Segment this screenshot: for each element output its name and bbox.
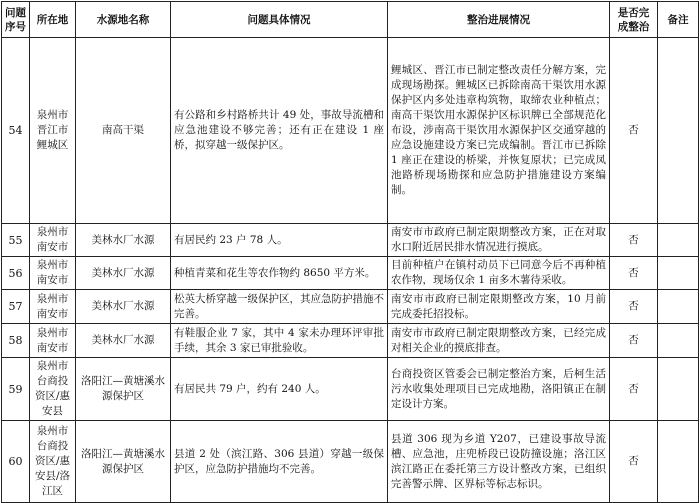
cell-seq: 57 bbox=[2, 290, 30, 324]
cell-seq: 58 bbox=[2, 324, 30, 358]
cell-remark bbox=[658, 324, 699, 358]
cell-completed: 否 bbox=[610, 421, 658, 503]
cell-source: 洛阳江—黄塘溪水源保护区 bbox=[76, 421, 171, 503]
cell-progress: 南安市市政府已制定限期整改方案，已经完成对相关企业的摸底排查。 bbox=[388, 324, 610, 358]
cell-location: 泉州市台商投资区/惠安县 bbox=[30, 358, 76, 421]
header-location: 所在地 bbox=[30, 2, 76, 38]
cell-location: 泉州市南安市 bbox=[30, 257, 76, 290]
cell-completed: 否 bbox=[610, 257, 658, 290]
cell-progress: 鲤城区、晋江市已制定整改责任分解方案，完成现场勘探。鲤城区已拆除南高干渠饮用水源保护区内多处违章构筑物，取缔农业种植点；南高干渠饮用水源保护区标识牌已全部规范化布设，涉南高干渠饮用水源保护区交通穿越的应急设施建设方案已完成编制。晋江市已拆除 1 座正在建设的桥梁，并恢复原状；已完成凤池路桥现场勘探和应急防护措施建设方案编制。 bbox=[388, 38, 610, 224]
table-row bbox=[2, 38, 699, 224]
cell-problem: 县道 2 处（滨江路、306 县道）穿越一级保护区，应急防护措施均不完善。 bbox=[171, 421, 388, 503]
header-source: 水源地名称 bbox=[76, 2, 171, 38]
table-row bbox=[2, 421, 699, 503]
cell-completed: 否 bbox=[610, 324, 658, 358]
cell-location: 泉州市台商投资区/惠安县/洛江区 bbox=[30, 421, 76, 503]
table-row bbox=[2, 358, 699, 421]
header-remark: 备注 bbox=[658, 2, 699, 38]
cell-location: 泉州市南安市 bbox=[30, 290, 76, 324]
header-seq: 问题序号 bbox=[2, 2, 30, 38]
cell-problem: 种植青菜和花生等农作物约 8650 平方米。 bbox=[171, 257, 388, 290]
cell-completed: 否 bbox=[610, 358, 658, 421]
cell-source: 美林水厂水源 bbox=[76, 257, 171, 290]
cell-seq: 60 bbox=[2, 421, 30, 503]
header-row bbox=[2, 2, 699, 38]
header-problem: 问题具体情况 bbox=[171, 2, 388, 38]
cell-seq: 54 bbox=[2, 38, 30, 224]
cell-completed: 否 bbox=[610, 224, 658, 257]
table-row bbox=[2, 224, 699, 257]
table-row bbox=[2, 257, 699, 290]
cell-location: 泉州市晋江市鲤城区 bbox=[30, 38, 76, 224]
table-row bbox=[2, 324, 699, 358]
cell-remark bbox=[658, 290, 699, 324]
cell-problem: 有居民约 23 户 78 人。 bbox=[171, 224, 388, 257]
rectification-table bbox=[1, 1, 699, 503]
header-progress: 整治进展情况 bbox=[388, 2, 610, 38]
cell-progress: 台商投资区管委会已制定整治方案，后柯生活污水收集处理项目已完成地勘，洛阳镇正在制定设计方案。 bbox=[388, 358, 610, 421]
cell-progress: 南安市市政府已制定限期整改方案，10 月前完成委托招投标。 bbox=[388, 290, 610, 324]
cell-completed: 否 bbox=[610, 38, 658, 224]
cell-problem: 有鞋服企业 7 家，其中 4 家未办理环评审批手续，其余 3 家已审批验收。 bbox=[171, 324, 388, 358]
cell-seq: 55 bbox=[2, 224, 30, 257]
cell-source: 美林水厂水源 bbox=[76, 290, 171, 324]
header-completed: 是否完成整治 bbox=[610, 2, 658, 38]
cell-location: 泉州市南安市 bbox=[30, 324, 76, 358]
cell-source: 美林水厂水源 bbox=[76, 324, 171, 358]
cell-seq: 56 bbox=[2, 257, 30, 290]
cell-problem: 有居民共 79 户，约有 240 人。 bbox=[171, 358, 388, 421]
cell-progress: 县道 306 现为乡道 Y207，已建设事故导流槽、应急池，庄兜桥段已设防撞设施；洛江区滨江路正在委托第三方设计整改方案，已组织完善警示牌、区界标等标志标识。 bbox=[388, 421, 610, 503]
cell-remark bbox=[658, 257, 699, 290]
cell-progress: 南安市市政府已制定限期整改方案，正在对取水口附近居民排水情况进行摸底。 bbox=[388, 224, 610, 257]
cell-problem: 松英大桥穿越一级保护区，其应急防护措施不完善。 bbox=[171, 290, 388, 324]
table-row bbox=[2, 290, 699, 324]
cell-progress: 目前种植户在镇村动员下已同意今后不再种植农作物，现场仅余 1 亩多木薯待采收。 bbox=[388, 257, 610, 290]
cell-remark bbox=[658, 421, 699, 503]
cell-remark bbox=[658, 224, 699, 257]
cell-remark bbox=[658, 358, 699, 421]
cell-completed: 否 bbox=[610, 290, 658, 324]
cell-remark bbox=[658, 38, 699, 224]
cell-location: 泉州市南安市 bbox=[30, 224, 76, 257]
cell-problem: 有公路和乡村路桥共计 49 处，事故导流槽和应急池建设不够完善；还有正在建设 1 座桥，拟穿越一级保护区。 bbox=[171, 38, 388, 224]
cell-source: 南高干渠 bbox=[76, 38, 171, 224]
cell-source: 洛阳江—黄塘溪水源保护区 bbox=[76, 358, 171, 421]
cell-seq: 59 bbox=[2, 358, 30, 421]
cell-source: 美林水厂水源 bbox=[76, 224, 171, 257]
